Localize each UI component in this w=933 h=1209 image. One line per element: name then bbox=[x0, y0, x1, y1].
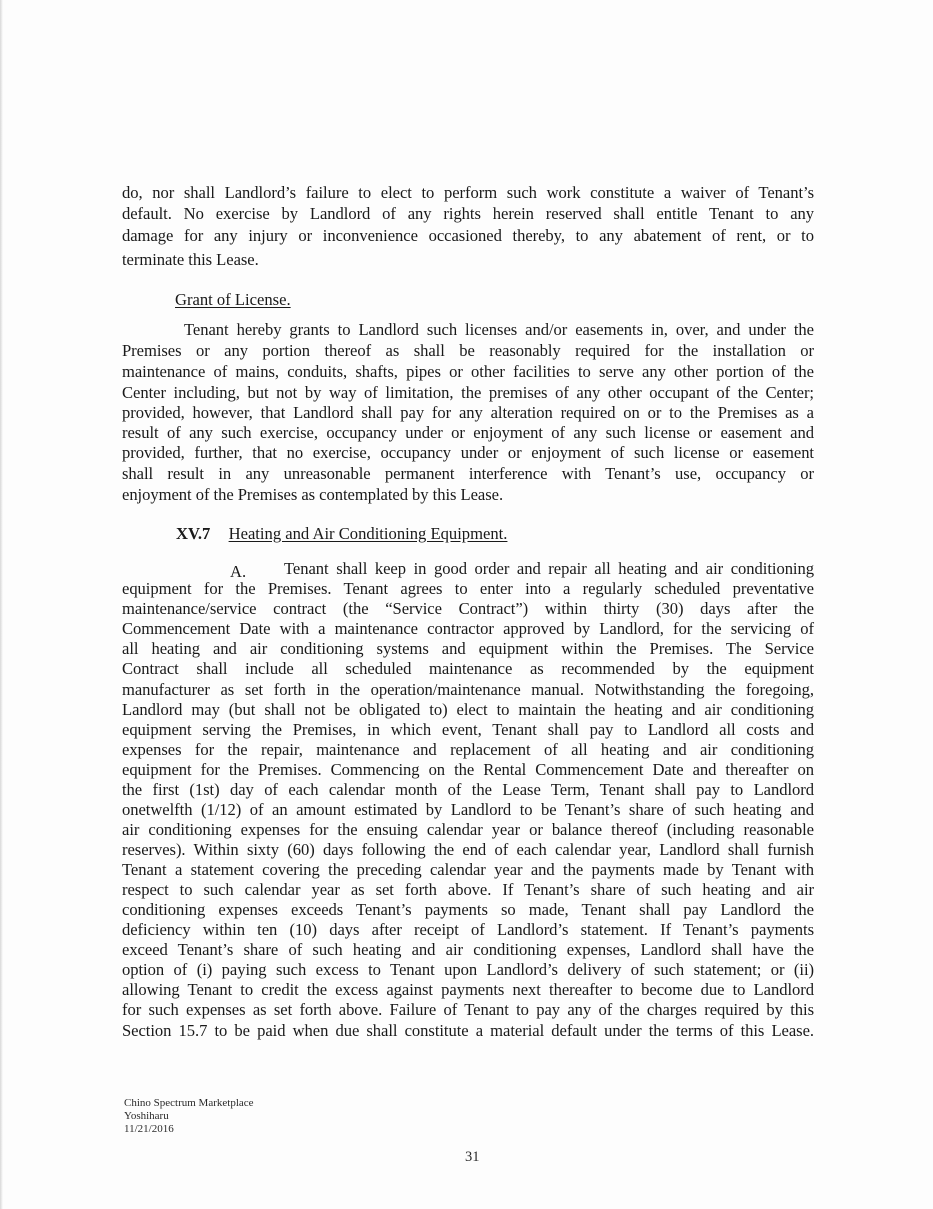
text-line: provided, however, that Landlord shall pay for any alteration required on or to the Premises as a bbox=[122, 403, 814, 422]
text-line: Tenant hereby grants to Landlord such licenses and/or easements in, over, and under the bbox=[184, 320, 814, 339]
text-line: the first (1st) day of each calendar month of the Lease Term, Tenant shall pay to Landlord bbox=[122, 780, 814, 799]
text-line: terminate this Lease. bbox=[122, 250, 259, 269]
text-line: do, nor shall Landlord’s failure to elect to perform such work constitute a waiver of Tenant’s bbox=[122, 183, 814, 202]
text-line: manufacturer as set forth in the operation/maintenance manual. Notwithstanding the foregoing, bbox=[122, 680, 814, 699]
document-footer bbox=[124, 1097, 254, 1136]
footer-property-name: Chino Spectrum Marketplace bbox=[124, 1097, 254, 1109]
text-line: damage for any injury or inconvenience occasioned thereby, to any abatement of rent, or to bbox=[122, 226, 814, 245]
scan-edge-shadow bbox=[0, 0, 3, 1209]
text-line: default. No exercise by Landlord of any rights herein reserved shall entitle Tenant to any bbox=[122, 204, 814, 223]
text-line: Premises or any portion thereof as shall be reasonably required for the installation or bbox=[122, 341, 814, 360]
text-line: expenses for the repair, maintenance and replacement of all heating and air conditioning bbox=[122, 740, 814, 759]
text-line: for such expenses as set forth above. Failure of Tenant to pay any of the charges required by this bbox=[122, 1000, 814, 1019]
text-line: equipment for the Premises. Tenant agrees to enter into a regularly scheduled preventative bbox=[122, 579, 814, 598]
text-line: equipment serving the Premises, in which event, Tenant shall pay to Landlord all costs and bbox=[122, 720, 814, 739]
text-line: result of any such exercise, occupancy under or enjoyment of any such license or easement and bbox=[122, 423, 814, 442]
text-line: enjoyment of the Premises as contemplated by this Lease. bbox=[122, 485, 504, 504]
text-line: Landlord may (but shall not be obligated to) elect to maintain the heating and air conditioning bbox=[122, 700, 814, 719]
text-line: Section 15.7 to be paid when due shall constitute a material default under the terms of this Lease. bbox=[122, 1021, 814, 1040]
grant-of-license-heading: Grant of License. bbox=[175, 290, 291, 309]
text-line: allowing Tenant to credit the excess against payments next thereafter to become due to Landlord bbox=[122, 980, 814, 999]
text-line: shall result in any unreasonable permanent interference with Tenant’s use, occupancy or bbox=[122, 464, 814, 483]
footer-tenant-name: Yoshiharu bbox=[124, 1110, 169, 1122]
text-line: exceed Tenant’s share of such heating and air conditioning expenses, Landlord shall have the bbox=[122, 940, 814, 959]
subsection-label: A. bbox=[230, 562, 247, 581]
page-number: 31 bbox=[465, 1149, 480, 1165]
text-line: option of (i) paying such excess to Tenant upon Landlord’s delivery of such statement; or (ii) bbox=[122, 960, 814, 979]
footer-date: 11/21/2016 bbox=[124, 1123, 174, 1135]
text-line: conditioning expenses exceeds Tenant’s payments so made, Tenant shall pay Landlord the bbox=[122, 900, 814, 919]
section-title: Heating and Air Conditioning Equipment. bbox=[228, 524, 508, 543]
text-line: air conditioning expenses for the ensuing calendar year or balance thereof (including reasonable bbox=[122, 820, 814, 839]
section-number: XV.7 bbox=[176, 524, 211, 543]
text-line: Tenant a statement covering the preceding calendar year and the payments made by Tenant with bbox=[122, 860, 814, 879]
text-line: provided, further, that no exercise, occupancy under or enjoyment of such license or easement bbox=[122, 443, 814, 462]
text-line: equipment for the Premises. Commencing on the Rental Commencement Date and thereafter on bbox=[122, 760, 814, 779]
text-line: deficiency within ten (10) days after receipt of Landlord’s statement. If Tenant’s payments bbox=[122, 920, 814, 939]
text-line: onetwelfth (1/12) of an amount estimated by Landlord to be Tenant’s share of such heating and bbox=[122, 800, 814, 819]
text-line: Commencement Date with a maintenance contractor approved by Landlord, for the servicing of bbox=[122, 619, 814, 638]
text-line: maintenance/service contract (the “Service Contract”) within thirty (30) days after the bbox=[122, 599, 814, 618]
text-line: maintenance of mains, conduits, shafts, pipes or other facilities to serve any other portion of the bbox=[122, 362, 814, 381]
section-heading bbox=[176, 524, 507, 544]
text-line: all heating and air conditioning systems and equipment within the Premises. The Service bbox=[122, 639, 814, 658]
text-line: Tenant shall keep in good order and repair all heating and air conditioning bbox=[284, 559, 814, 578]
text-line: Center including, but not by way of limitation, the premises of any other occupant of the Center; bbox=[122, 383, 814, 402]
text-line: respect to such calendar year as set forth above. If Tenant’s share of such heating and air bbox=[122, 880, 814, 899]
text-line: reserves). Within sixty (60) days following the end of each calendar year, Landlord shall furnish bbox=[122, 840, 814, 859]
text-line: Contract shall include all scheduled maintenance as recommended by the equipment bbox=[122, 659, 814, 678]
